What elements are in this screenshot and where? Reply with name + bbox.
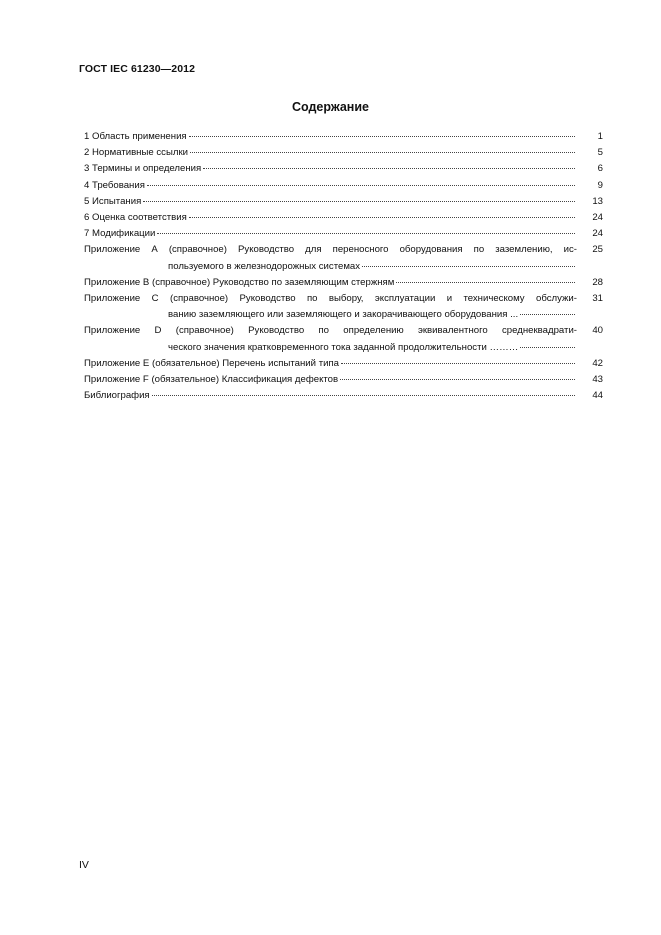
toc-entry-title: 4 Требования [84,179,145,191]
toc-entry-title: Приложение D (справочное) Руководство по определению эквивалентного среднеквадрати- [84,325,577,337]
toc-entry-title: Приложение Е (обязательное) Перечень испытаний типа [84,357,339,369]
dot-leader [189,216,575,218]
page-number: IV [79,859,89,871]
toc-entry[interactable] [84,388,603,404]
toc-entry-title: 5 Испытания [84,195,142,207]
toc-page-number: 25 [592,244,603,256]
toc-entry-title: Библиография [84,390,150,402]
toc-entry-title: Приложение С (справочное) Руководство по выбору, эксплуатации и техническому обслужи- [84,293,577,305]
toc-entry-title: 7 Модификации [84,228,156,240]
toc-page-number: 42 [592,357,603,369]
dot-leader [340,378,575,380]
toc-page-number: 6 [597,163,603,175]
toc-entry[interactable] [84,210,603,226]
toc-entry[interactable] [84,226,603,242]
table-of-contents [84,129,603,404]
toc-entry-title: 6 Оценка соответствия [84,212,187,224]
dot-leader [152,394,575,396]
toc-entry-title: ческого значения кратковременного тока заданной продолжительности ……… [168,341,519,353]
toc-entry-title: 2 Нормативные ссылки [84,147,189,159]
toc-entry[interactable] [84,242,603,274]
toc-page-number: 1 [597,131,603,142]
toc-entry[interactable] [84,275,603,291]
dot-leader [396,281,575,283]
toc-entry[interactable] [84,291,603,323]
dot-leader [341,362,575,364]
toc-entry[interactable] [84,161,603,177]
toc-entry-title: пользуемого в железнодорожных системах [168,260,361,272]
toc-page-number: 24 [592,212,603,224]
toc-entry-title: 1 Область применения [84,131,187,142]
toc-page-number: 40 [592,325,603,337]
toc-page-number: 43 [592,374,603,386]
toc-page-number: 28 [592,276,603,288]
document-standard-header: ГОСТ IEC 61230—2012 [79,63,196,75]
toc-entry-title: 3 Термины и определения [84,163,202,175]
toc-page-number: 31 [592,293,603,305]
toc-entry[interactable] [84,129,603,145]
toc-entry-title: ванию заземляющего или заземляющего и закорачивающего оборудования ... [168,309,519,321]
dot-leader [143,200,575,202]
page-title: Содержание [291,100,369,114]
toc-entry[interactable] [84,356,603,372]
toc-page-number: 9 [597,179,603,191]
toc-page-number: 5 [597,147,603,159]
toc-entry[interactable] [84,194,603,210]
toc-page-number: 44 [592,390,603,402]
dot-leader [157,232,575,234]
toc-entry[interactable] [84,145,603,161]
toc-page-number: 13 [592,195,603,207]
dot-leader [520,346,575,348]
toc-entry-title: Приложение А (справочное) Руководство для переносного оборудования по заземлению, ис- [84,244,577,256]
toc-entry-title: Приложение F (обязательное) Классификация дефектов [84,374,339,386]
toc-page-number: 24 [592,228,603,240]
toc-entry-title: Приложение В (справочное) Руководство по заземляющим стержням [84,276,395,288]
dot-leader [203,167,575,169]
toc-entry[interactable] [84,323,603,355]
toc-entry[interactable] [84,372,603,388]
dot-leader [189,135,575,137]
dot-leader [362,265,575,267]
toc-entry[interactable] [84,178,603,194]
dot-leader [520,313,575,315]
dot-leader [147,184,575,186]
dot-leader [190,151,575,153]
